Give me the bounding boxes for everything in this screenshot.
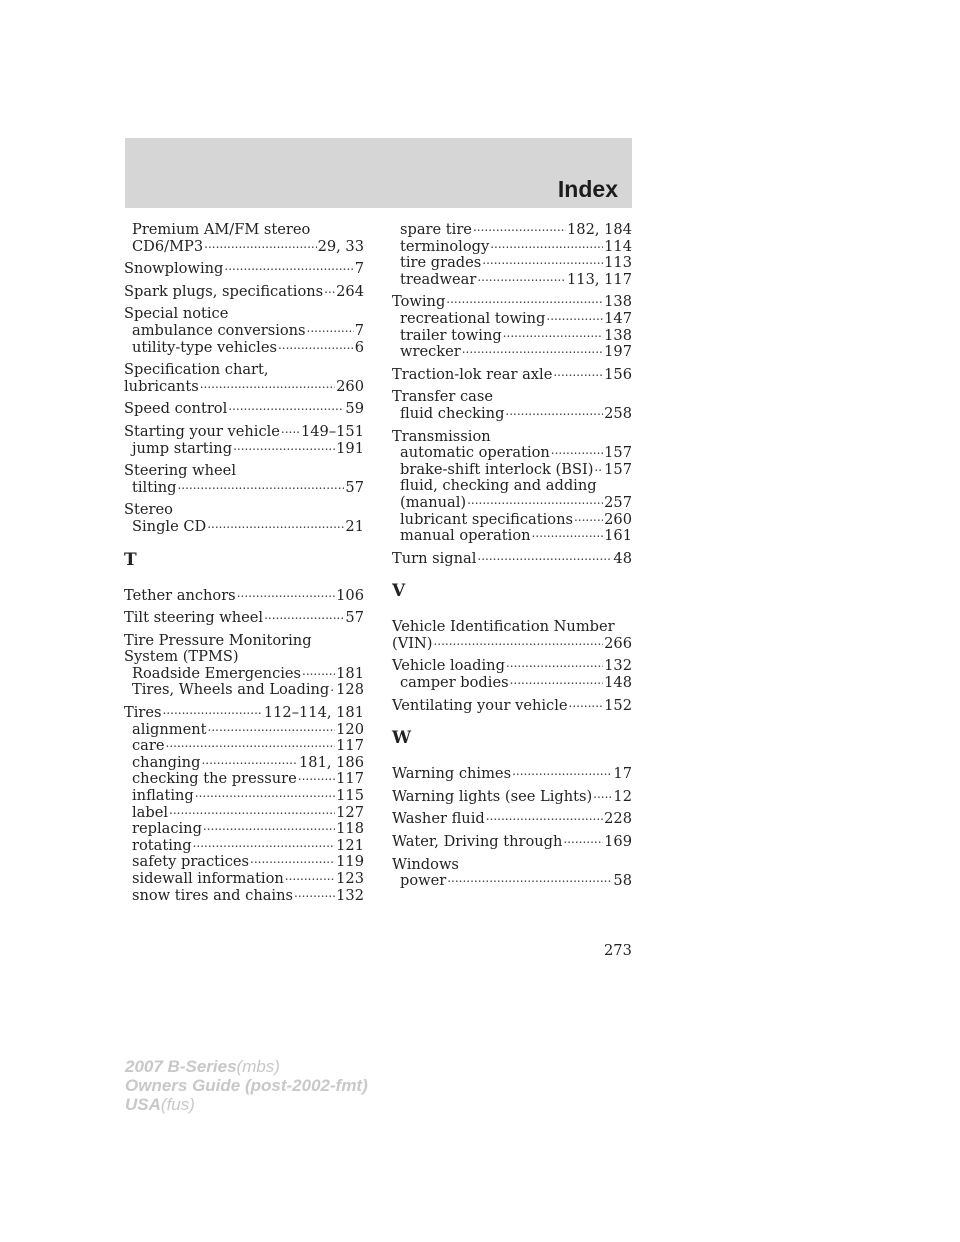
index-subentry	[392, 495, 632, 512]
index-entry-line	[124, 463, 364, 480]
index-entry	[392, 222, 632, 288]
index-subentry	[392, 406, 632, 423]
entry-text: safety practices	[132, 853, 249, 871]
dot-leader	[482, 255, 603, 272]
entry-page-ref: 257	[604, 493, 632, 511]
index-subentry	[392, 344, 632, 361]
index-entry	[124, 463, 364, 496]
entry-page-ref: 132	[604, 657, 632, 675]
dot-leader	[563, 834, 603, 851]
index-letter-heading: V	[392, 581, 406, 602]
entry-page-ref: 29, 33	[317, 237, 364, 255]
index-entry	[392, 389, 632, 422]
dot-leader	[250, 854, 335, 871]
index-subentry	[392, 272, 632, 289]
entry-text: alignment	[132, 720, 207, 738]
entry-page-ref: 152	[604, 696, 632, 714]
index-entry-line	[392, 429, 632, 446]
index-subentry	[124, 788, 364, 805]
entry-page-ref: 132	[336, 886, 364, 904]
index-entry-line	[392, 698, 632, 715]
dot-leader	[594, 462, 603, 479]
index-entry-line	[392, 551, 632, 568]
index-subentry	[124, 871, 364, 888]
entry-page-ref: 119	[336, 853, 364, 871]
index-entry	[124, 705, 364, 904]
entry-text: Washer fluid	[392, 810, 485, 828]
entry-page-ref: 120	[336, 720, 364, 738]
entry-text: CD6/MP3	[132, 237, 204, 255]
entry-text: Specification chart,	[124, 361, 269, 379]
entry-page-ref: 113, 117	[567, 270, 632, 288]
dot-leader	[285, 871, 335, 888]
entry-page-ref: 266	[604, 634, 632, 652]
entry-page-ref: 258	[604, 404, 632, 422]
entry-text: brake-shift interlock (BSI)	[400, 460, 594, 478]
index-subentry	[392, 873, 632, 890]
entry-page-ref: 121	[336, 836, 364, 854]
dot-leader	[203, 821, 335, 838]
footer-market: USA	[125, 1095, 161, 1114]
dot-leader	[462, 344, 603, 361]
dot-leader	[207, 519, 344, 536]
index-entry-line	[392, 619, 632, 636]
index-subentry	[124, 755, 364, 772]
entry-text: replacing	[132, 820, 202, 838]
dot-leader	[278, 340, 354, 357]
index-entry-line	[392, 658, 632, 675]
entry-page-ref: 58	[613, 872, 632, 890]
entry-page-ref: 106	[336, 586, 364, 604]
dot-leader	[208, 722, 336, 739]
entry-text: sidewall information	[132, 870, 284, 887]
entry-text: Traction-lok rear axle	[392, 365, 553, 383]
index-subentry	[392, 445, 632, 462]
entry-page-ref: 12	[613, 787, 632, 805]
entry-text: Transmission	[392, 427, 491, 445]
entry-page-ref: 181, 186	[299, 753, 364, 771]
entry-page-ref: 48	[613, 549, 632, 567]
index-entry	[124, 284, 364, 301]
index-subentry	[124, 738, 364, 755]
entry-text: Spark plugs, specifications	[124, 282, 324, 300]
index-subentry	[124, 239, 364, 256]
index-entry-line	[392, 766, 632, 783]
index-subentry	[392, 239, 632, 256]
entry-text: Roadside Emergencies	[132, 664, 302, 682]
entry-text: Warning lights (see Lights)	[392, 787, 593, 805]
dot-leader	[195, 788, 335, 805]
entry-text: rotating	[132, 836, 192, 854]
entry-page-ref: 264	[336, 282, 364, 300]
entry-page-ref: 181	[336, 664, 364, 682]
entry-page-ref: 7	[354, 260, 364, 278]
entry-page-ref: 197	[604, 343, 632, 361]
index-entry-line	[392, 811, 632, 828]
dot-leader	[433, 636, 603, 653]
dot-leader	[294, 888, 335, 905]
index-entry-line	[392, 834, 632, 851]
entry-text: (manual)	[400, 493, 467, 511]
entry-page-ref: 112–114, 181	[263, 704, 364, 722]
index-subentry	[392, 675, 632, 692]
entry-page-ref: 147	[604, 309, 632, 327]
index-subentry	[392, 255, 632, 272]
index-entry	[392, 698, 632, 715]
entry-text: lubricants	[124, 377, 199, 395]
index-subentry	[124, 441, 364, 458]
dot-leader	[204, 239, 316, 256]
index-entry-line	[124, 261, 364, 278]
dot-leader	[237, 588, 335, 605]
entry-page-ref: 169	[604, 833, 632, 851]
index-entry-line	[124, 649, 364, 666]
index-subentry	[392, 512, 632, 529]
header-band	[125, 138, 632, 208]
index-entry-line	[124, 379, 364, 396]
footer-line-2	[125, 1076, 368, 1095]
dot-leader	[281, 424, 300, 441]
index-entry-line	[392, 389, 632, 406]
entry-text: Warning chimes	[392, 765, 512, 783]
dot-leader	[324, 284, 335, 301]
index-entry	[124, 502, 364, 535]
entry-page-ref: 123	[336, 870, 364, 887]
entry-page-ref: 21	[345, 517, 364, 535]
entry-text: Tires	[124, 704, 162, 722]
entry-page-ref: 57	[345, 609, 364, 627]
index-entry	[392, 857, 632, 890]
index-subentry	[124, 519, 364, 536]
footer-model-code: (mbs)	[236, 1057, 280, 1076]
index-entry	[124, 306, 364, 356]
dot-leader	[228, 401, 344, 418]
entry-text: snow tires and chains	[132, 886, 293, 904]
index-entry	[392, 367, 632, 384]
dot-leader	[193, 838, 336, 855]
dot-leader	[505, 406, 603, 423]
entry-text: trailer towing	[400, 326, 502, 344]
entry-text: power	[400, 872, 447, 890]
index-entry-line	[124, 284, 364, 301]
index-subentry	[124, 888, 364, 905]
entry-page-ref: 59	[345, 400, 364, 418]
dot-leader	[477, 272, 566, 289]
dot-leader	[510, 675, 604, 692]
index-letter-heading: T	[124, 549, 137, 570]
index-entry	[392, 766, 632, 783]
entry-page-ref: 156	[604, 365, 632, 383]
entry-text: Tire Pressure Monitoring	[124, 631, 312, 649]
index-column-left	[124, 222, 364, 910]
dot-leader	[200, 379, 335, 396]
entry-text: tire grades	[400, 254, 482, 272]
entry-text: Tether anchors	[124, 586, 236, 604]
dot-leader	[201, 755, 298, 772]
entry-text: jump starting	[132, 439, 233, 457]
entry-text: Stereo	[124, 501, 173, 519]
index-subentry	[124, 722, 364, 739]
entry-text: changing	[132, 753, 201, 771]
dot-leader	[532, 528, 604, 545]
index-entry-line	[392, 636, 632, 653]
dot-leader	[447, 873, 612, 890]
index-entry	[124, 222, 364, 255]
entry-text: (VIN)	[392, 634, 433, 652]
dot-leader	[473, 222, 566, 239]
dot-leader	[553, 367, 603, 384]
index-subentry	[392, 478, 632, 495]
entry-text: automatic operation	[400, 444, 550, 462]
entry-text: Tires, Wheels and Loading	[132, 681, 330, 699]
entry-page-ref: 260	[604, 510, 632, 528]
footer-market-code: (fus)	[160, 1095, 195, 1114]
entry-page-ref: 182, 184	[567, 221, 632, 238]
entry-text: Special notice	[124, 305, 229, 323]
dot-leader	[569, 698, 604, 715]
index-subentry	[124, 682, 364, 699]
index-entry-line	[124, 424, 364, 441]
entry-text: Towing	[392, 293, 446, 311]
index-subentry	[124, 854, 364, 871]
dot-leader	[446, 294, 603, 311]
entry-page-ref: 6	[354, 338, 364, 356]
dot-leader	[307, 323, 354, 340]
dot-leader	[467, 495, 603, 512]
entry-text: treadwear	[400, 270, 477, 288]
index-subentry	[124, 480, 364, 497]
index-entry	[392, 619, 632, 652]
dot-leader	[166, 738, 336, 755]
dot-leader	[546, 311, 603, 328]
entry-page-ref: 17	[613, 765, 632, 783]
index-entry	[124, 261, 364, 278]
entry-text: Steering wheel	[124, 462, 236, 480]
index-subentry	[124, 771, 364, 788]
index-entry	[392, 811, 632, 828]
entry-text: Single CD	[132, 517, 207, 535]
index-entry	[124, 362, 364, 395]
index-entry-line	[124, 362, 364, 379]
entry-page-ref: 114	[604, 237, 632, 255]
entry-text: inflating	[132, 787, 194, 805]
page-number: 273	[604, 942, 632, 959]
entry-text: Tilt steering wheel	[124, 609, 264, 627]
entry-text: Snowplowing	[124, 260, 224, 278]
index-entry	[124, 424, 364, 457]
entry-text: tilting	[132, 478, 177, 496]
index-subentry	[392, 528, 632, 545]
index-subentry	[392, 462, 632, 479]
index-entry	[392, 834, 632, 851]
footer-line-1	[125, 1057, 368, 1076]
entry-text: checking the pressure	[132, 770, 297, 788]
index-entry	[392, 551, 632, 568]
entry-text: care	[132, 737, 165, 755]
index-column-right	[392, 222, 632, 896]
dot-leader	[503, 328, 603, 345]
entry-text: spare tire	[400, 221, 472, 238]
dot-leader	[477, 551, 612, 568]
index-subentry	[392, 222, 632, 239]
index-entry	[124, 401, 364, 418]
entry-text: manual operation	[400, 527, 531, 545]
entry-page-ref: 115	[336, 787, 364, 805]
entry-page-ref: 138	[604, 293, 632, 311]
entry-text: fluid checking	[400, 404, 505, 422]
index-entry	[392, 789, 632, 806]
index-subentry	[124, 222, 364, 239]
dot-leader	[169, 805, 335, 822]
entry-text: Vehicle loading	[392, 657, 505, 675]
dot-leader	[177, 480, 344, 497]
dot-leader	[224, 261, 353, 278]
entry-page-ref: 161	[604, 527, 632, 545]
index-entry-line	[124, 502, 364, 519]
footer	[125, 1057, 368, 1114]
entry-text: Starting your vehicle	[124, 422, 280, 440]
index-entry-line	[392, 789, 632, 806]
entry-text: Turn signal	[392, 549, 477, 567]
index-subentry	[124, 340, 364, 357]
entry-text: ambulance conversions	[132, 321, 306, 339]
dot-leader	[506, 658, 603, 675]
index-entry	[124, 588, 364, 605]
index-entry	[392, 429, 632, 545]
entry-text: label	[132, 803, 169, 821]
index-letter-heading: W	[392, 728, 412, 749]
index-subentry	[124, 805, 364, 822]
entry-page-ref: 57	[345, 478, 364, 496]
dot-leader	[163, 705, 263, 722]
entry-text: wrecker	[400, 343, 461, 361]
entry-text: Vehicle Identification Number	[392, 618, 615, 636]
entry-text: terminology	[400, 237, 490, 255]
dot-leader	[264, 610, 344, 627]
index-entry-line	[124, 633, 364, 650]
entry-page-ref: 157	[604, 444, 632, 462]
footer-guide: Owners Guide (post-2002-fmt)	[125, 1076, 368, 1095]
entry-page-ref: 113	[604, 254, 632, 272]
index-subentry	[124, 821, 364, 838]
page-title: Index	[557, 176, 618, 202]
dot-leader	[302, 666, 335, 683]
entry-page-ref: 228	[604, 810, 632, 828]
index-entry-line	[392, 367, 632, 384]
footer-model: 2007 B-Series	[125, 1057, 237, 1076]
index-entry-line	[124, 401, 364, 418]
entry-text: Windows	[392, 855, 459, 873]
dot-leader	[486, 811, 603, 828]
index-entry	[392, 658, 632, 691]
index-subentry	[124, 323, 364, 340]
entry-text: camper bodies	[400, 674, 509, 692]
entry-page-ref: 128	[336, 681, 364, 699]
entry-page-ref: 7	[354, 321, 364, 339]
index-entry	[124, 633, 364, 699]
entry-text: fluid, checking and adding	[400, 477, 597, 495]
index-subentry	[124, 666, 364, 683]
index-entry-line	[392, 857, 632, 874]
entry-text: Ventilating your vehicle	[392, 696, 568, 714]
index-entry-line	[392, 294, 632, 311]
index-entry-line	[124, 588, 364, 605]
entry-text: lubricant specifications	[400, 510, 573, 528]
index-subentry	[124, 838, 364, 855]
entry-page-ref: 148	[604, 674, 632, 692]
entry-text: Water, Driving through	[392, 833, 563, 851]
dot-leader	[551, 445, 603, 462]
dot-leader	[330, 682, 335, 699]
index-entry-line	[124, 610, 364, 627]
entry-page-ref: 127	[336, 803, 364, 821]
entry-page-ref: 191	[336, 439, 364, 457]
entry-text: Premium AM/FM stereo	[132, 221, 311, 238]
dot-leader	[512, 766, 612, 783]
index-subentry	[392, 311, 632, 328]
dot-leader	[490, 239, 603, 256]
entry-page-ref: 118	[336, 820, 364, 838]
entry-page-ref: 117	[336, 737, 364, 755]
index-entry	[124, 610, 364, 627]
entry-page-ref: 157	[604, 460, 632, 478]
dot-leader	[593, 789, 612, 806]
index-subentry	[392, 328, 632, 345]
entry-text: recreational towing	[400, 309, 546, 327]
entry-page-ref: 260	[336, 377, 364, 395]
dot-leader	[298, 771, 335, 788]
index-entry-line	[124, 705, 364, 722]
footer-line-3	[125, 1095, 368, 1114]
entry-text: Speed control	[124, 400, 228, 418]
dot-leader	[233, 441, 335, 458]
index-entry-line	[124, 306, 364, 323]
entry-text: utility-type vehicles	[132, 338, 277, 356]
entry-page-ref: 138	[604, 326, 632, 344]
dot-leader	[574, 512, 603, 529]
index-entry	[392, 294, 632, 360]
entry-text: Transfer case	[392, 388, 493, 406]
entry-page-ref: 149–151	[300, 422, 364, 440]
entry-text: System (TPMS)	[124, 648, 239, 666]
entry-page-ref: 117	[336, 770, 364, 788]
